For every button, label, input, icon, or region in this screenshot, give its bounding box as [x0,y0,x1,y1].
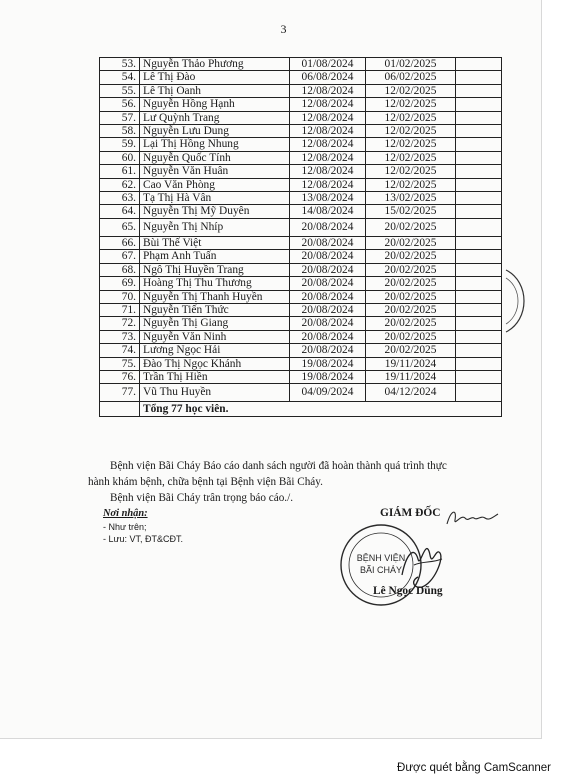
end-date: 20/02/2025 [366,290,456,303]
trainee-name: Phạm Anh Tuấn [140,250,290,263]
trainee-name: Nguyễn Thảo Phương [140,58,290,71]
end-date: 12/02/2025 [366,125,456,138]
row-number: 75. [100,357,140,370]
row-number: 74. [100,344,140,357]
trainee-name: Ngô Thị Huyền Trang [140,263,290,276]
table-row [100,277,502,290]
table-row [100,192,502,205]
end-date: 12/02/2025 [366,165,456,178]
start-date: 06/08/2024 [290,71,366,84]
start-date: 12/08/2024 [290,125,366,138]
row-number: 59. [100,138,140,151]
remarks-cell [456,357,502,370]
table-row [100,384,502,402]
trainee-name: Lư Quỳnh Trang [140,111,290,124]
trainee-name: Nguyễn Thị Nhíp [140,218,290,236]
end-date: 19/11/2024 [366,370,456,383]
trainee-name: Nguyễn Văn Huân [140,165,290,178]
row-number: 76. [100,370,140,383]
start-date: 01/08/2024 [290,58,366,71]
end-date: 20/02/2025 [366,277,456,290]
trainee-name: Hoàng Thị Thu Thương [140,277,290,290]
start-date: 20/08/2024 [290,250,366,263]
table-row [100,165,502,178]
end-date: 20/02/2025 [366,250,456,263]
remarks-cell [456,192,502,205]
table-row [100,357,502,370]
remarks-cell [456,178,502,191]
trainee-name: Nguyễn Quốc Tính [140,151,290,164]
end-date: 01/02/2025 [366,58,456,71]
remarks-cell [456,277,502,290]
trainee-name: Trần Thị Hiền [140,370,290,383]
end-date: 04/12/2024 [366,384,456,402]
row-number: 69. [100,277,140,290]
row-number: 62. [100,178,140,191]
row-number: 56. [100,98,140,111]
trainee-name: Cao Văn Phòng [140,178,290,191]
trainee-name: Lê Thị Oanh [140,84,290,97]
trainee-name: Nguyễn Tiến Thức [140,303,290,316]
row-number: 64. [100,205,140,218]
remarks-cell [456,317,502,330]
svg-text:BỆNH VIỆN: BỆNH VIỆN [356,553,406,563]
row-number: 57. [100,111,140,124]
remarks-cell [456,125,502,138]
end-date: 12/02/2025 [366,98,456,111]
end-date: 20/02/2025 [366,344,456,357]
page-seal-edge-icon [504,268,534,334]
table-row [100,111,502,124]
recipients-title: Nơi nhận: [103,508,148,519]
start-date: 20/08/2024 [290,317,366,330]
table-row [100,236,502,249]
remarks-cell [456,250,502,263]
row-number: 71. [100,303,140,316]
start-date: 20/08/2024 [290,218,366,236]
end-date: 20/02/2025 [366,236,456,249]
page-number: 3 [280,22,287,36]
start-date: 20/08/2024 [290,290,366,303]
trainee-table [99,57,502,417]
table-row [100,98,502,111]
row-number: 72. [100,317,140,330]
remarks-cell [456,165,502,178]
table-row [100,263,502,276]
table-row [100,71,502,84]
report-line-2: hành khám bệnh, chữa bệnh tại Bệnh viện Bãi Cháy. [88,476,323,488]
end-date: 20/02/2025 [366,330,456,343]
remarks-cell [456,205,502,218]
row-number: 77. [100,384,140,402]
recipients-block [103,508,183,546]
recipient-line: - Như trên; [103,521,147,532]
table-row [100,178,502,191]
end-date: 12/02/2025 [366,84,456,97]
trainee-name: Nguyễn Lưu Dung [140,125,290,138]
end-date: 12/02/2025 [366,178,456,191]
trainee-name: Nguyễn Văn Ninh [140,330,290,343]
remarks-cell [456,111,502,124]
row-number: 60. [100,151,140,164]
remarks-cell [456,138,502,151]
end-date: 12/02/2025 [366,151,456,164]
remarks-cell [456,303,502,316]
row-number: 68. [100,263,140,276]
start-date: 04/09/2024 [290,384,366,402]
table-row [100,303,502,316]
end-date: 13/02/2025 [366,192,456,205]
remarks-cell [456,58,502,71]
table-row [100,317,502,330]
end-date: 06/02/2025 [366,71,456,84]
remarks-cell [456,98,502,111]
row-number: 54. [100,71,140,84]
remarks-cell [456,330,502,343]
table-row [100,250,502,263]
remarks-cell [456,84,502,97]
table-row [100,151,502,164]
scanner-watermark: Được quét bằng CamScanner [397,762,551,774]
row-number: 53. [100,58,140,71]
table-row [100,218,502,236]
start-date: 20/08/2024 [290,263,366,276]
row-number: 58. [100,125,140,138]
start-date: 20/08/2024 [290,277,366,290]
start-date: 12/08/2024 [290,178,366,191]
table-row [100,138,502,151]
trainee-name: Lương Ngọc Hải [140,344,290,357]
remarks-cell [456,263,502,276]
trainee-name: Nguyễn Thị Mỹ Duyên [140,205,290,218]
total-number-cell [100,402,140,417]
table-row [100,84,502,97]
start-date: 12/08/2024 [290,84,366,97]
row-number: 63. [100,192,140,205]
remarks-cell [456,151,502,164]
start-date: 12/08/2024 [290,151,366,164]
trainee-name: Nguyễn Thị Thanh Huyền [140,290,290,303]
table-row [100,58,502,71]
end-date: 15/02/2025 [366,205,456,218]
start-date: 19/08/2024 [290,357,366,370]
trainee-name: Lại Thị Hồng Nhung [140,138,290,151]
report-line-1: Bệnh viện Bãi Cháy Báo cáo danh sách người đã hoàn thành quá trình thực [110,460,447,472]
row-number: 66. [100,236,140,249]
row-number: 61. [100,165,140,178]
start-date: 12/08/2024 [290,111,366,124]
row-number: 70. [100,290,140,303]
table-row [100,205,502,218]
table-row [100,370,502,383]
trainee-table-body [100,58,502,417]
start-date: 13/08/2024 [290,192,366,205]
remarks-cell [456,236,502,249]
table-row [100,290,502,303]
trainee-name: Vũ Thu Huyền [140,384,290,402]
end-date: 12/02/2025 [366,111,456,124]
director-title: GIÁM ĐỐC [380,507,441,519]
closing-paragraph [88,490,508,506]
row-number: 55. [100,84,140,97]
trainee-name: Tạ Thị Hà Vân [140,192,290,205]
row-number: 65. [100,218,140,236]
remarks-cell [456,370,502,383]
remarks-cell [456,344,502,357]
trainee-name: Đào Thị Ngọc Khánh [140,357,290,370]
row-number: 67. [100,250,140,263]
start-date: 20/08/2024 [290,303,366,316]
remarks-cell [456,290,502,303]
remarks-cell [456,71,502,84]
start-date: 20/08/2024 [290,344,366,357]
signer-name: Lê Ngọc Dũng [373,585,443,597]
trainee-name: Lê Thị Đào [140,71,290,84]
report-paragraph [88,458,508,490]
end-date: 12/02/2025 [366,138,456,151]
end-date: 20/02/2025 [366,263,456,276]
trainee-name: Nguyễn Hồng Hạnh [140,98,290,111]
start-date: 12/08/2024 [290,165,366,178]
remarks-cell [456,384,502,402]
total-label: Tổng 77 học viên. [140,402,502,417]
start-date: 14/08/2024 [290,205,366,218]
remarks-cell [456,218,502,236]
recipient-line: - Lưu: VT, ĐT&CĐT. [103,534,184,544]
start-date: 20/08/2024 [290,236,366,249]
end-date: 20/02/2025 [366,218,456,236]
end-date: 19/11/2024 [366,357,456,370]
total-row [100,402,502,417]
table-row [100,330,502,343]
row-number: 73. [100,330,140,343]
start-date: 20/08/2024 [290,330,366,343]
svg-text:BÃI CHÁY: BÃI CHÁY [359,565,403,575]
start-date: 19/08/2024 [290,370,366,383]
trainee-name: Nguyễn Thị Giang [140,317,290,330]
table-row [100,125,502,138]
closing-line: Bệnh viện Bãi Cháy trân trọng báo cáo./. [110,492,293,504]
end-date: 20/02/2025 [366,317,456,330]
end-date: 20/02/2025 [366,303,456,316]
table-row [100,344,502,357]
start-date: 12/08/2024 [290,138,366,151]
start-date: 12/08/2024 [290,98,366,111]
trainee-name: Bùi Thế Việt [140,236,290,249]
